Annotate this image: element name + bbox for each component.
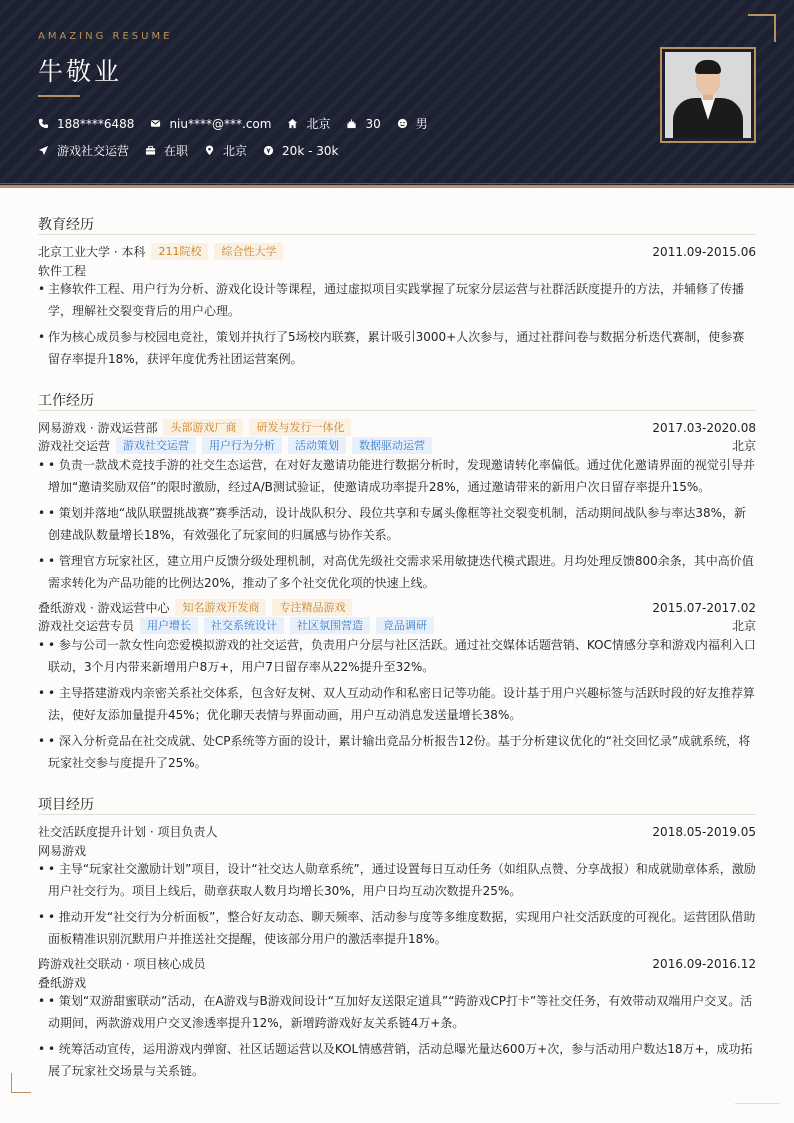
project-org: 网易游戏 [38, 844, 87, 858]
resume-kicker: AMAZING RESUME [38, 31, 173, 42]
contact-row [38, 115, 444, 132]
position-text: 游戏社交运营 [57, 144, 130, 158]
location-pin-icon [204, 145, 215, 156]
job-bullet: • • 策划并落地“战队联盟挑战赛”赛季活动，设计战队积分、段位共享和专属头像框等社交裂变机制，活动期间战队参与率达38%，新创建战队数量增长18%，有效强化了玩家间的归属感与协作关系。 [38, 502, 756, 546]
position-info [38, 142, 129, 159]
gender-icon [397, 118, 408, 129]
role-tag: 用户增长 [140, 617, 198, 634]
phone-text: 188****6488 [57, 116, 135, 131]
job-bullet: • • 负责一款战术竞技手游的社交生态运营，在对好友邀请功能进行数据分析时，发现邀请转化率偏低。通过优化邀请界面的视觉引导并增加“邀请奖励双倍”的限时激励，经过A/B测试验证，使邀请成功率提升28%，通过邀请带来的新用户次日留存率提升15%。 [38, 454, 756, 498]
status-text: 在职 [164, 144, 189, 158]
email-info [150, 117, 271, 131]
company-name: 网易游戏 · 游戏运营部 [38, 421, 158, 435]
project-org: 叠纸游戏 [38, 976, 87, 990]
job-role: 游戏社交运营专员 [38, 619, 135, 633]
role-tag: 用户行为分析 [202, 437, 282, 454]
school-name: 北京工业大学 · 本科 [38, 245, 146, 259]
project-bullet: • • 主导“玩家社交激励计划”项目，设计“社交达人勋章系统”，通过设置每日互动任务（如组队点赞、分享战报）和成就勋章体系，激励用户社交行为。项目上线后，勋章获取人数月均增长30%，用户日均互动次数提升25%。 [38, 858, 756, 902]
job-city: 北京 [731, 439, 756, 453]
corner-ornament-bottom-left [11, 1073, 31, 1093]
school-tag: 211院校 [151, 243, 208, 260]
age-info [346, 117, 380, 131]
company-name: 叠纸游戏 · 游戏运营中心 [38, 601, 170, 615]
salary-text: 20k - 30k [282, 143, 339, 158]
age-text: 30 [365, 116, 381, 131]
salary-icon [263, 145, 274, 156]
education-bullet: • 主修软件工程、用户行为分析、游戏化设计等课程，通过虚拟项目实践掌握了玩家分层运营与社群活跃度提升的方法，并辅修了传播学，理解社交裂变背后的用户心理。 [38, 278, 756, 322]
home-info [287, 115, 330, 132]
education-section-rule [38, 234, 756, 235]
phone-icon [38, 118, 49, 129]
corner-ornament-top-right [748, 14, 776, 42]
job-date: 2015.07-2017.02 [652, 600, 756, 615]
email-text: niu****@***.com [169, 116, 272, 131]
role-tag: 社区氛围营造 [290, 617, 370, 634]
project-section-rule [38, 814, 756, 815]
candidate-name: 牛敬业 [38, 57, 123, 86]
project-date: 2018.05-2019.05 [652, 824, 756, 839]
job-header-row [38, 419, 756, 436]
education-header-row [38, 243, 756, 260]
home-text: 北京 [306, 117, 331, 131]
job-city: 北京 [731, 619, 756, 633]
project-date: 2016.09-2016.12 [652, 956, 756, 971]
project-bullet: • • 策划“双游甜蜜联动”活动，在A游戏与B游戏间设计“互加好友送限定道具”“跨游戏CP打卡”等社交任务，有效带动双端用户交叉。活动期间，两款游戏用户交叉渗透率提升12%，新增跨游戏好友关系链4万+条。 [38, 990, 756, 1034]
job-intent-row [38, 142, 354, 159]
school-tag: 综合性大学 [214, 243, 283, 260]
work-section-rule [38, 410, 756, 411]
role-tag: 竞品调研 [376, 617, 434, 634]
role-tag: 数据驱动运营 [352, 437, 432, 454]
name-underline [38, 95, 80, 97]
briefcase-icon [145, 145, 156, 156]
phone-info [38, 117, 134, 131]
education-section-title: 教育经历 [38, 217, 94, 233]
role-tag: 活动策划 [288, 437, 346, 454]
profile-photo-frame [660, 47, 756, 143]
job-role-row [38, 437, 756, 454]
job-bullet: • • 深入分析竞品在社交成就、处CP系统等方面的设计，累计输出竞品分析报告12份。基于分析建议优化的“社交回忆录”成就系统，将玩家社交参与度提升了25%。 [38, 730, 756, 774]
job-bullet: • • 管理官方玩家社区，建立用户反馈分级处理机制，对高优先级社交需求采用敏捷迭代模式跟进。月均处理反馈800余条，其中高价值需求转化为产品功能的比例达20%，推动了多个社交优化项的快速上线。 [38, 550, 756, 594]
job-date: 2017.03-2020.08 [652, 420, 756, 435]
mail-icon [150, 118, 161, 129]
home-icon [287, 118, 298, 129]
company-tag: 知名游戏开发商 [175, 599, 266, 616]
project-section-title: 项目经历 [38, 797, 94, 813]
job-role: 游戏社交运营 [38, 439, 111, 453]
status-info [145, 142, 188, 159]
gender-info [397, 115, 428, 132]
education-bullet: • 作为核心成员参与校园电竞社，策划并执行了5场校内联赛，累计吸引3000+人次参与，通过社群问卷与数据分析迭代赛制，使参赛留存率提升18%，获评年度优秀社团运营案例。 [38, 326, 756, 370]
role-tag: 社交系统设计 [204, 617, 284, 634]
salary-info [263, 144, 338, 158]
education-date: 2011.09-2015.06 [652, 244, 756, 259]
job-role-row [38, 617, 756, 634]
project-bullet: • • 推动开发“社交行为分析面板”，整合好友动态、聊天频率、活动参与度等多维度数据，实现用户社交活跃度的可视化。运营团队借助面板精准识别沉默用户并推送社交提醒，使该部分用户的激活率提升18%。 [38, 906, 756, 950]
project-name: 跨游戏社交联动 · 项目核心成员 [38, 957, 206, 971]
profile-photo [665, 52, 751, 138]
job-bullet: • • 主导搭建游戏内亲密关系社交体系，包含好友树、双人互动动作和私密日记等功能。设计基于用户兴趣标签与活跃时段的好友推荐算法，使好友添加量提升45%；优化聊天表情与界面动画，用户互动消息发送量增长38%。 [38, 682, 756, 726]
corner-ornament-bottom-right [735, 1103, 780, 1104]
header-divider [0, 183, 794, 184]
job-header-row [38, 599, 756, 616]
work-section-title: 工作经历 [38, 393, 94, 409]
gender-text: 男 [415, 117, 428, 131]
company-tag: 专注精品游戏 [272, 599, 352, 616]
send-icon [38, 145, 49, 156]
project-name: 社交活跃度提升计划 · 项目负责人 [38, 825, 218, 839]
city-info [204, 142, 247, 159]
cake-icon [346, 118, 357, 129]
project-bullet: • • 统筹活动宣传，运用游戏内弹窗、社区话题运营以及KOL情感营销，活动总曝光量达600万+次，参与活动用户数达18万+，成功拓展了玩家社交场景与关系链。 [38, 1038, 756, 1082]
company-tag: 头部游戏厂商 [163, 419, 243, 436]
company-tag: 研发与发行一体化 [249, 419, 351, 436]
job-bullet: • • 参与公司一款女性向恋爱模拟游戏的社交运营，负责用户分层与社区活跃。通过社交媒体话题营销、KOC情感分享和游戏内福利入口联动，3个月内带来新增用户8万+，用户7日留存率从22%提升至32%。 [38, 634, 756, 678]
project-header-row [38, 955, 756, 972]
major: 软件工程 [38, 264, 87, 278]
project-header-row [38, 823, 756, 840]
role-tag: 游戏社交运营 [116, 437, 196, 454]
city-text: 北京 [223, 144, 248, 158]
